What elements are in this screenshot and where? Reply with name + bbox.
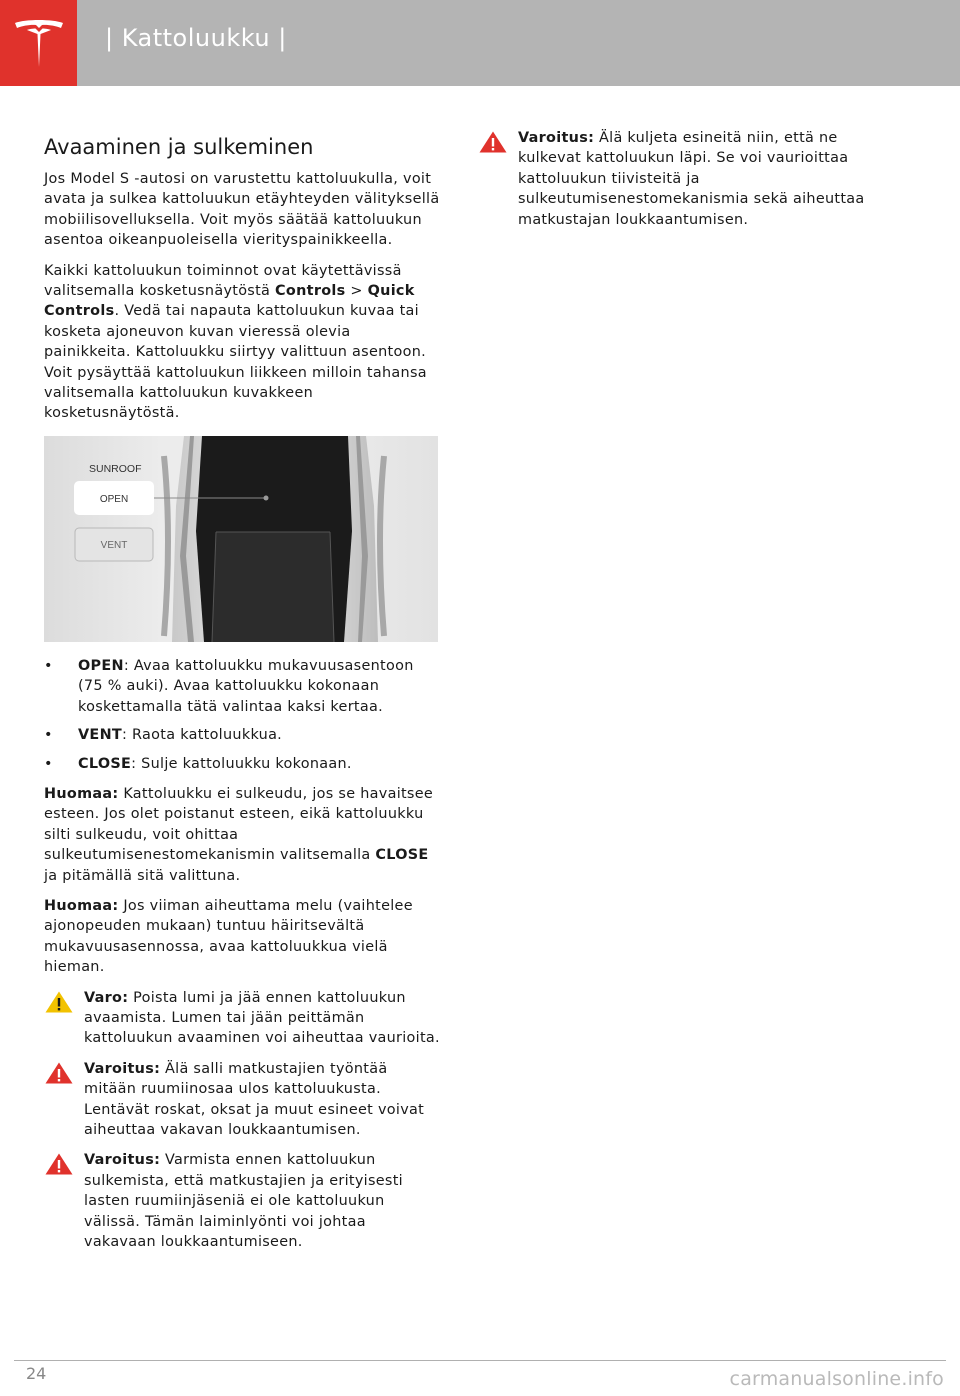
warning-icon: [478, 130, 508, 154]
warning-label: Varoitus:: [84, 1060, 161, 1077]
warning-icon: [44, 1152, 74, 1176]
watermark: carmanualsonline.info: [729, 1368, 944, 1390]
controls-term: Controls: [275, 283, 346, 300]
option-text: : Sulje kattoluukku kokonaan.: [131, 755, 352, 772]
note-label: Huomaa:: [44, 897, 119, 914]
warning-body: Älä kuljeta esineitä niin, että ne kulkevat kattoluukun läpi. Se voi vaurioittaa kattoluukun tiivisteitä ja sulkeutumisenestomekanismia sekä aiheuttaa matkustajan loukkaantumisen.: [518, 130, 865, 228]
warning-body: Varmista ennen kattoluukun sulkemista, että matkustajien ja erityisesti lasten ruumiinjäseniä ei ole kattoluukun välissä. Tämän laiminlyönti voi johtaa vakavaan loukkaantumiseen.: [84, 1152, 403, 1251]
warning-text: [84, 1150, 440, 1252]
note-label: Huomaa:: [44, 785, 119, 802]
quick-controls-term: Quick Controls: [44, 283, 415, 320]
controls-paragraph: [44, 261, 440, 424]
caution-text: [84, 988, 440, 1049]
sunroof-options-list: [44, 656, 440, 774]
note-text: Kattoluukku ei sulkeudu, jos se havaitsee esteen. Jos olet poistanut esteen, eikä kattoluukku silti sulkeudu, voit ohittaa sulkeutumisenestomekanismin valitsemalla: [44, 785, 434, 864]
left-column: [44, 128, 440, 1262]
caution-label: Varo:: [84, 989, 129, 1006]
note-paragraph: [44, 896, 440, 978]
controls-para-post: . Vedä tai napauta kattoluukun kuvaa tai kosketa ajoneuvon kuvan vieressä olevia painikkeita. Kattoluukku siirtyy valittuun asentoon. Voit pysäyttää kattoluukun liikkeen milloin tahansa valitsemalla kattoluukun kuvakkeen kosketusnäytöstä.: [44, 303, 427, 422]
section-title: Avaaminen ja sulkeminen: [44, 135, 314, 159]
controls-separator: >: [345, 283, 368, 300]
logo-box: [0, 0, 77, 86]
page-header-title: | Kattoluukku |: [105, 24, 287, 52]
right-column: [478, 128, 878, 240]
note-text: Jos viiman aiheuttama melu (vaihtelee ajonopeuden mukaan) tuntuu häiritsevältä mukavuusasennossa, avaa kattoluukkua vielä hieman.: [44, 897, 413, 976]
caution-notice: [44, 988, 440, 1049]
footer-divider: [14, 1360, 946, 1361]
bullet-marker: •: [44, 727, 53, 744]
note-text-post: ja pitämällä sitä valittuna.: [44, 867, 241, 884]
bullet-marker: •: [44, 657, 53, 674]
warning-text: [518, 128, 878, 230]
warning-notice: [44, 1059, 440, 1141]
list-item: [44, 656, 440, 717]
warning-label: Varoitus:: [84, 1152, 161, 1169]
bullet-marker: •: [44, 755, 53, 772]
option-text: : Raota kattoluukkua.: [122, 727, 283, 744]
page-number: 24: [26, 1364, 47, 1383]
option-term: VENT: [78, 727, 123, 744]
caution-body: Poista lumi ja jää ennen kattoluukun avaamista. Lumen tai jään peittämän kattoluukun avaaminen voi aiheuttaa vaurioita.: [84, 989, 440, 1047]
warning-text: [84, 1059, 440, 1141]
option-term: OPEN: [78, 657, 124, 674]
figure-vent-button[interactable]: VENT: [100, 539, 128, 551]
caution-icon: [44, 990, 74, 1014]
warning-label: Varoitus:: [518, 130, 595, 146]
warning-notice: [478, 128, 878, 230]
sunroof-screen-figure: [44, 436, 438, 642]
warning-notice: [44, 1150, 440, 1252]
list-item: [44, 754, 440, 774]
note-term: CLOSE: [375, 847, 429, 864]
warning-body: Älä salli matkustajien työntää mitään ruumiinosaa ulos kattoluukusta. Lentävät roskat, oksat ja muut esineet voivat aiheuttaa vakavan loukkaantumisen.: [84, 1060, 425, 1138]
warning-icon: [44, 1061, 74, 1085]
option-text: : Avaa kattoluukku mukavuusasentoon (75 % auki). Avaa kattoluukku kokonaan koskettamalla tätä valintaa kaksi kertaa.: [78, 657, 414, 715]
note-paragraph: [44, 784, 440, 886]
list-item: [44, 725, 440, 745]
figure-open-button[interactable]: OPEN: [99, 493, 129, 505]
controls-para-pre: Kaikki kattoluukun toiminnot ovat käytettävissä valitsemalla kosketusnäytöstä: [44, 262, 402, 300]
intro-paragraph: Jos Model S -autosi on varustettu kattoluukulla, voit avata ja sulkea kattoluukun etäyhteyden välityksellä mobiilisovelluksella. Voit myös säätää kattoluukun asentoa oikeanpuoleisella vierityspainikkeella.: [44, 171, 440, 249]
header-bar: [0, 0, 960, 86]
sunroof-label: SUNROOF: [89, 462, 142, 475]
tesla-logo-icon: [13, 17, 65, 69]
option-term: CLOSE: [78, 755, 132, 772]
